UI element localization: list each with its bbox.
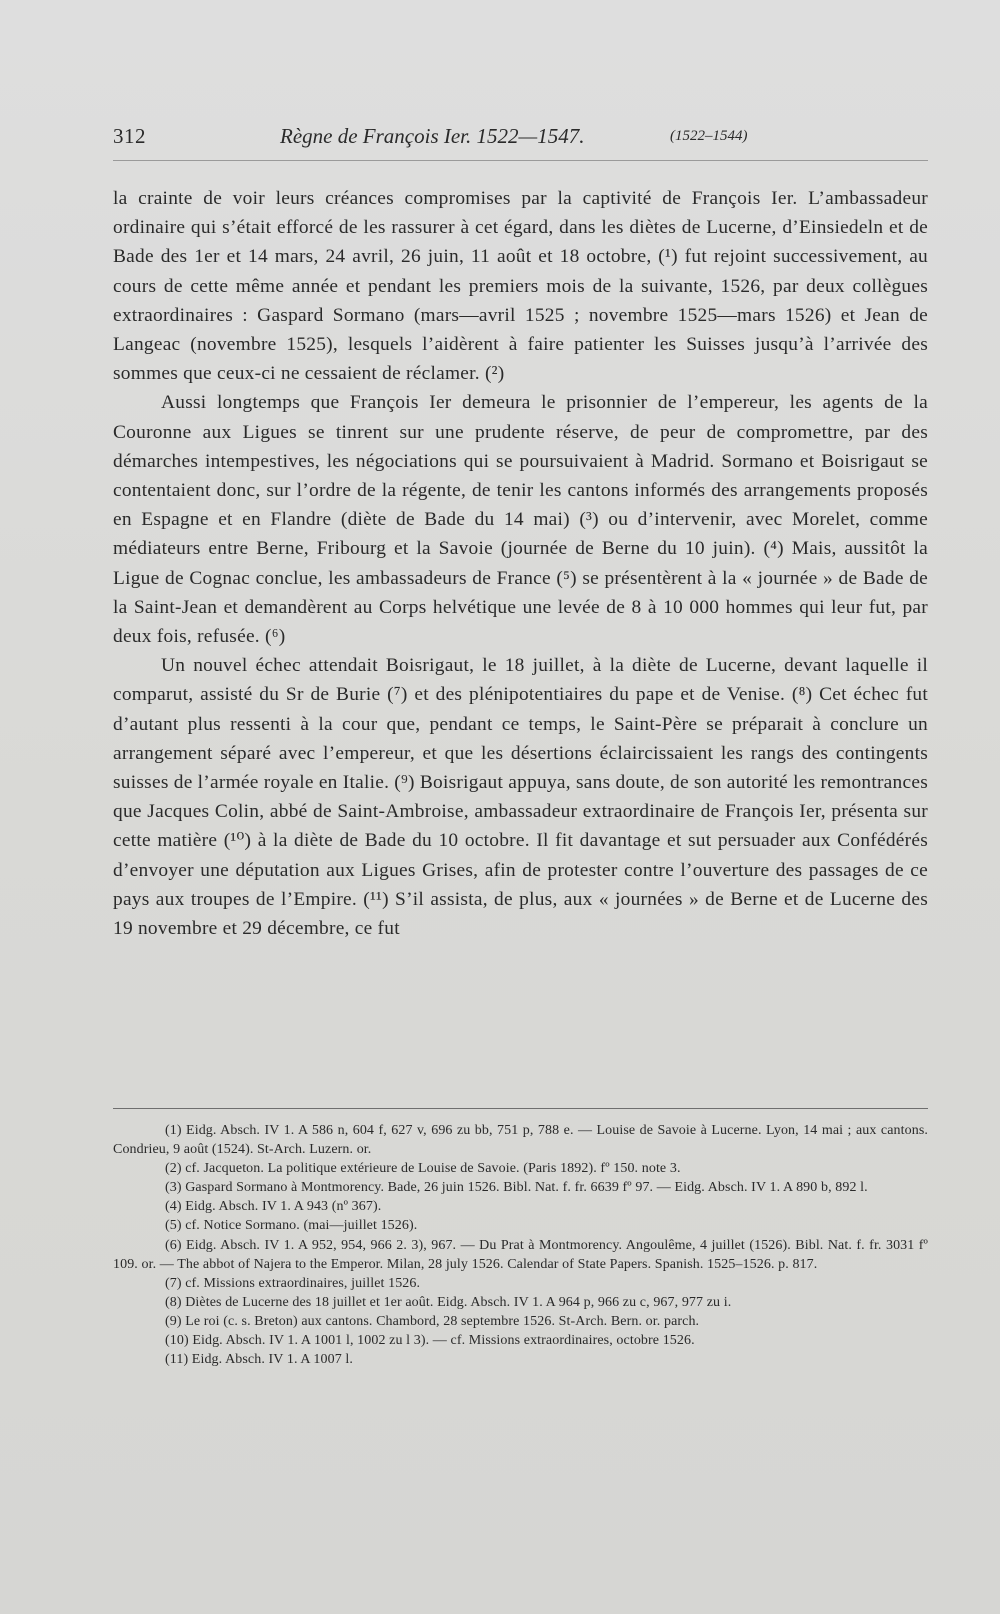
paragraph-3: Un nouvel échec attendait Boisrigaut, le 18 juillet, à la diète de Lucerne, devant laquelle il comparut, assisté du Sr de Burie (⁷) et des plénipotentiaires du pape et de Venise. (⁸) Cet échec fut d’autant plus ressenti à la cour que, pendant ce temps, le Saint-Père se préparait à conclure un arrangement séparé avec l’empereur, et que les désertions éclaircissaient les rangs des contingents suisses de l’armée royale en Italie. (⁹) Boisrigaut appuya, sans doute, de son autorité les remontrances que Jacques Colin, abbé de Saint-Ambroise, ambassadeur extraordinaire de François Ier, présenta sur cette matière (¹⁰) à la diète de Bade du 10 octobre. Il fit davantage et sut persuader aux Confédérés d’envoyer une députation aux Ligues Grises, afin de protester contre l’ouverture des passages de ce pays aux troupes de l’Empire. (¹¹) S’il assista, de plus, aux « journées » de Berne et de Lucerne des 19 novembre et 29 décembre, ce fut bbox=[113, 655, 928, 940]
footnote-3: (3) Gaspard Sormano à Montmorency. Bade, 26 juin 1526. Bibl. Nat. f. fr. 6639 fº 97. — Eidg. Absch. IV 1. A 890 b, 892 l. bbox=[165, 1180, 868, 1196]
footnote-10: (10) Eidg. Absch. IV 1. A 1001 l, 1002 zu l 3). — cf. Missions extraordinaires, octobre 1526. bbox=[165, 1333, 695, 1349]
footnote-8: (8) Diètes de Lucerne des 18 juillet et 1er août. Eidg. Absch. IV 1. A 964 p, 966 zu c, 967, 977 zu i. bbox=[165, 1294, 732, 1310]
footnote-1: (1) Eidg. Absch. IV 1. A 586 n, 604 f, 627 v, 696 zu bb, 751 p, 788 e. — Louise de Savoie à Lucerne. Lyon, 14 mai ; aux cantons. Condrieu, 9 août (1524). St-Arch. Luzern. or. bbox=[113, 1123, 928, 1158]
main-text bbox=[113, 184, 928, 943]
footnotes bbox=[113, 1121, 928, 1369]
footnote-rule bbox=[113, 1108, 928, 1109]
footnote-9: (9) Le roi (c. s. Breton) aux cantons. Chambord, 28 septembre 1526. St-Arch. Bern. or. parch. bbox=[165, 1313, 700, 1329]
page-number: 312 bbox=[113, 124, 146, 148]
footnote-4: (4) Eidg. Absch. IV 1. A 943 (nº 367). bbox=[165, 1199, 382, 1215]
paragraph-1: la crainte de voir leurs créances compromises par la captivité de François Ier. L’ambassadeur ordinaire qui s’était efforcé de les rassurer à cet égard, dans les diètes de Lucerne, d’Einsiedeln et de Bade des 1er et 14 mars, 24 avril, 26 juin, 11 août et 18 octobre, (¹) fut rejoint successivement, au cours de cette même année et pendant les premiers mois de la suivante, 1526, par deux collègues extraordinaires : Gaspard Sormano (mars—avril 1525 ; novembre 1525—mars 1526) et Jean de Langeac (novembre 1525), lesquels l’aidèrent à faire patienter les Suisses jusqu’à l’arrivée des sommes que ceux-ci ne cessaient de réclamer. (²) bbox=[113, 188, 928, 385]
page-header bbox=[113, 124, 928, 154]
footnote-6: (6) Eidg. Absch. IV 1. A 952, 954, 966 2. 3), 967. — Du Prat à Montmorency. Angoulême, 4 juillet (1526). Bibl. Nat. f. fr. 3031 fº 109. or. — The abbot of Najera to the Emperor. Milan, 28 july 1526. Calendar of State Papers. Spanish. 1525–1526. p. 817. bbox=[113, 1237, 928, 1272]
footnote-2: (2) cf. Jacqueton. La politique extérieure de Louise de Savoie. (Paris 1892). fº 150. note 3. bbox=[165, 1161, 681, 1177]
footnote-7: (7) cf. Missions extraordinaires, juillet 1526. bbox=[165, 1275, 421, 1291]
running-title: Règne de François Ier. 1522—1547. bbox=[280, 124, 585, 148]
footnote-5: (5) cf. Notice Sormano. (mai—juillet 1526). bbox=[165, 1218, 418, 1234]
running-date-range: (1522–1544) bbox=[670, 128, 748, 144]
paragraph-2: Aussi longtemps que François Ier demeura le prisonnier de l’empereur, les agents de la Couronne aux Ligues se tinrent sur une prudente réserve, de peur de compromettre, par des démarches intempestives, les négociations qui se poursuivaient à Madrid. Sormano et Boisrigaut se contentaient donc, sur l’ordre de la régente, de tenir les cantons informés des arrangements proposés en Espagne et en Flandre (diète de Bade du 14 mai) (³) ou d’intervenir, avec Morelet, comme médiateurs entre Berne, Fribourg et la Savoie (journée de Berne du 10 juin). (⁴) Mais, aussitôt la Ligue de Cognac conclue, les ambassadeurs de France (⁵) se présentèrent à la « journée » de Bade de la Saint-Jean et demandèrent au Corps helvétique une levée de 8 à 10 000 hommes qui leur fut, par deux fois, refusée. (⁶) bbox=[113, 392, 928, 648]
header-rule bbox=[113, 160, 928, 161]
footnote-11: (11) Eidg. Absch. IV 1. A 1007 l. bbox=[165, 1352, 354, 1368]
